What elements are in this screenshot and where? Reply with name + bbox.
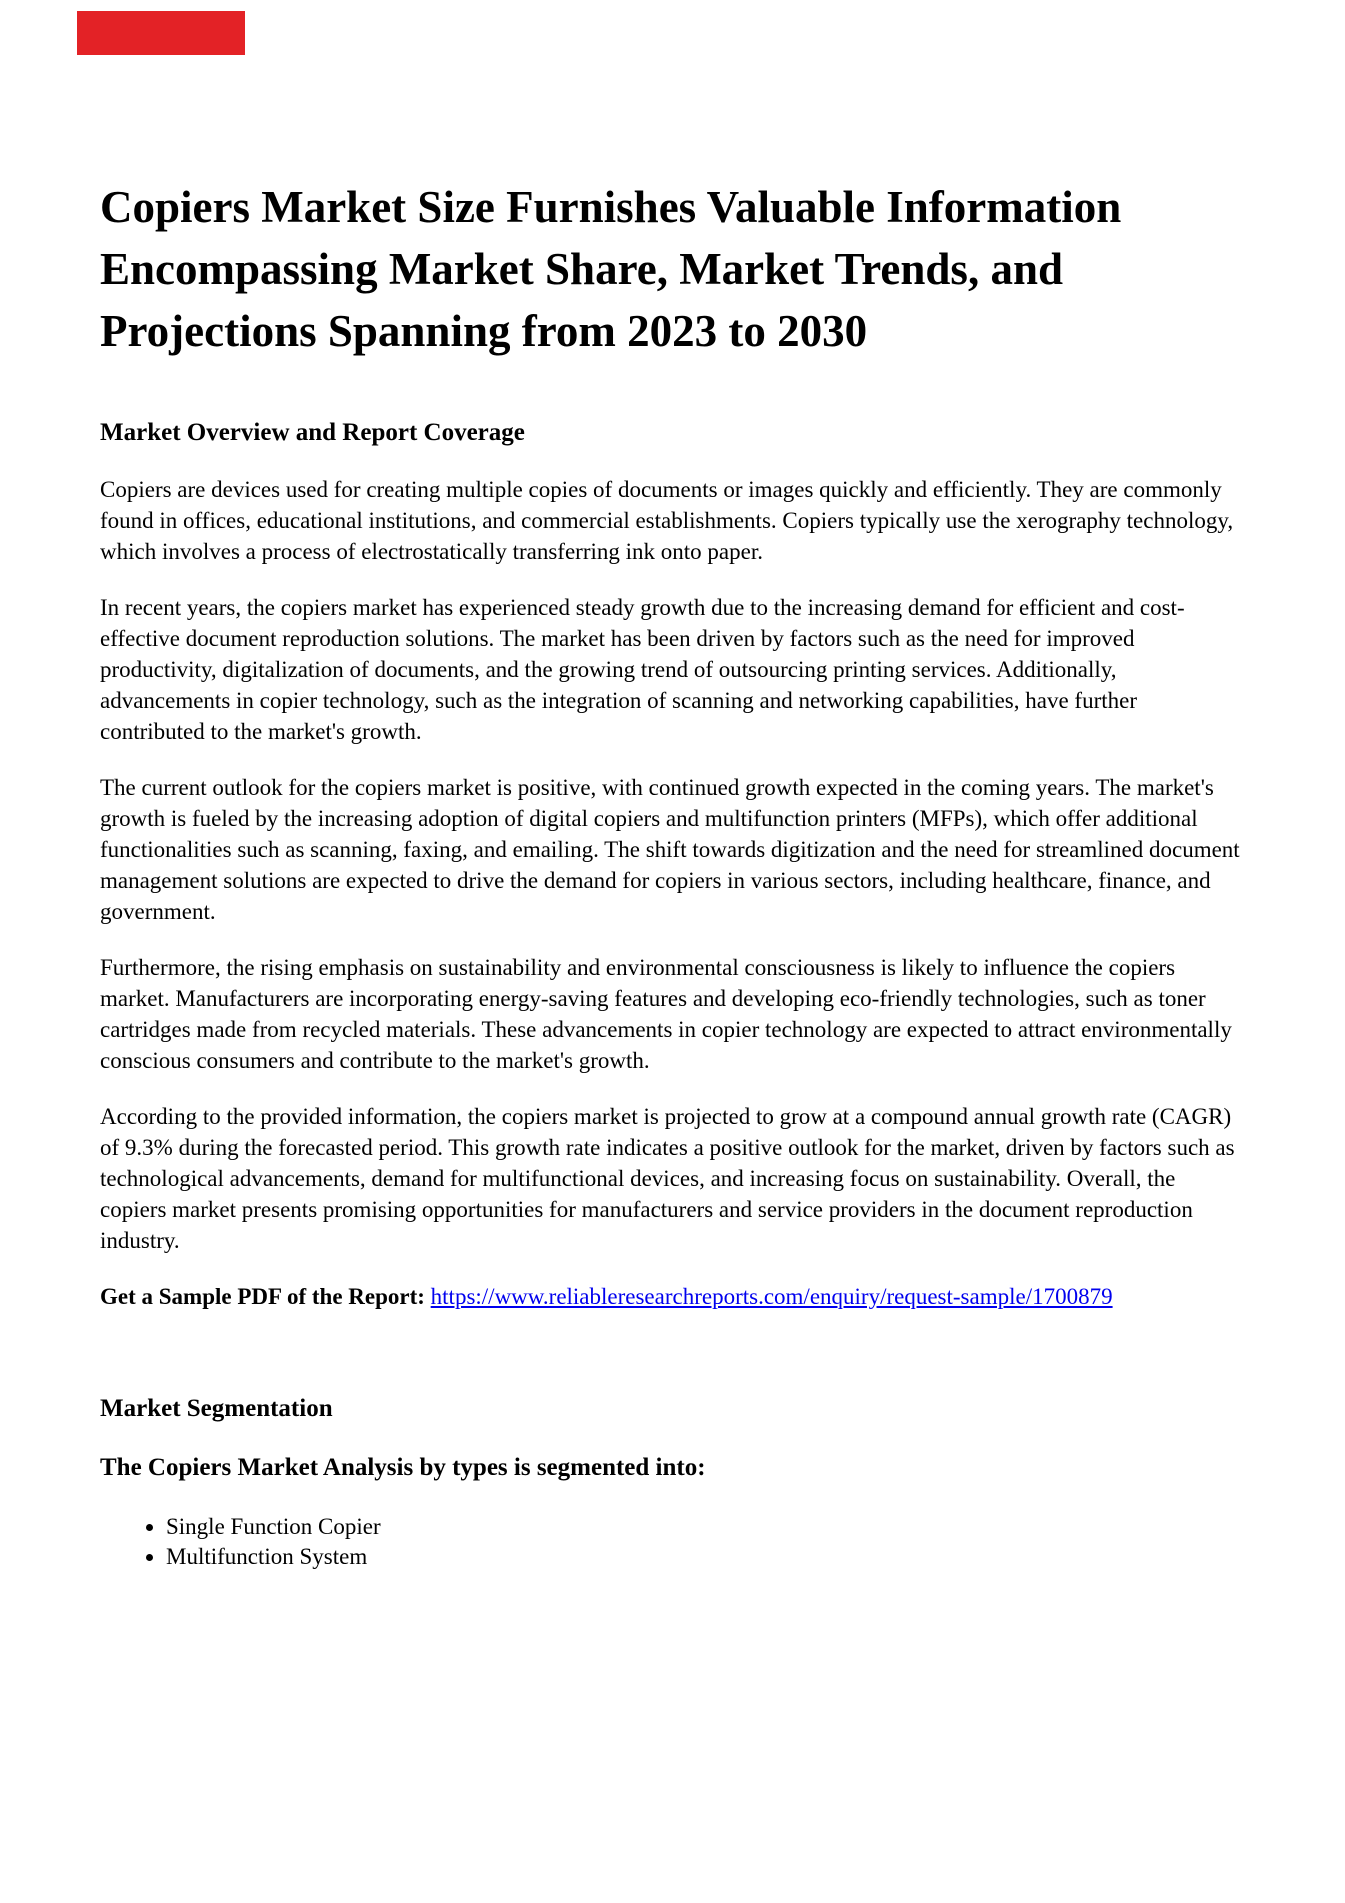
types-list (100, 1512, 1245, 1572)
list-item-type-1: • Single Function Copier (166, 1512, 1245, 1542)
section-heading-segmentation: Market Segmentation (100, 1395, 333, 1422)
paragraph-overview-4: Furthermore, the rising emphasis on sustainability and environmental consciousness is likely to influence the copiers market. Manufacturers are incorporating energy-saving features and developing eco-friendly technologies, such as toner cartridges made from recycled materials. These advancements in copier technology are expected to attract environmentally conscious consumers and contribute to the market's growth. (100, 955, 1232, 1073)
list-item-type-2: • Multifunction System (166, 1542, 1245, 1572)
brand-logo (77, 11, 245, 55)
paragraph-overview-5: According to the provided information, the copiers market is projected to grow at a compound annual growth rate (CAGR) of 9.3% during the forecasted period. This growth rate indicates a positive outlook for the market, driven by factors such as technological advancements, demand for multifunctional devices, and increasing focus on sustainability. Overall, the copiers market presents promising opportunities for manufacturers and service providers in the document reproduction industry. (100, 1104, 1235, 1253)
sample-pdf-label: Get a Sample PDF of the Report: (100, 1284, 431, 1309)
sample-pdf-line (100, 1281, 1245, 1312)
paragraph-overview-1: Copiers are devices used for creating multiple copies of documents or images quickly and efficiently. They are commonly found in offices, educational institutions, and commercial establishments. Copiers typically use the xerography technology, which involves a process of electrostatically transferring ink onto paper. (100, 477, 1234, 564)
paragraph-overview-2: In recent years, the copiers market has experienced steady growth due to the increasing demand for efficient and cost-effective document reproduction solutions. The market has been driven by factors such as the need for improved productivity, digitalization of documents, and the growing trend of outsourcing printing services. Additionally, advancements in copier technology, such as the integration of scanning and networking capabilities, have further contributed to the market's growth. (100, 595, 1185, 744)
types-heading: The Copiers Market Analysis by types is segmented into: (100, 1454, 706, 1481)
sample-pdf-link[interactable]: https://www.reliableresearchreports.com/enquiry/request-sample/1700879 (430, 1284, 1113, 1309)
section-heading-overview: Market Overview and Report Coverage (100, 419, 525, 446)
page-title: Copiers Market Size Furnishes Valuable Information Encompassing Market Share, Market Trends, and Projections Spanning from 2023 to 2030 (100, 182, 1122, 356)
paragraph-overview-3: The current outlook for the copiers market is positive, with continued growth expected in the coming years. The market's growth is fueled by the increasing adoption of digital copiers and multifunction printers (MFPs), which offer additional functionalities such as scanning, faxing, and emailing. The shift towards digitization and the need for streamlined document management solutions are expected to drive the demand for copiers in various sectors, including healthcare, finance, and government. (100, 775, 1240, 924)
